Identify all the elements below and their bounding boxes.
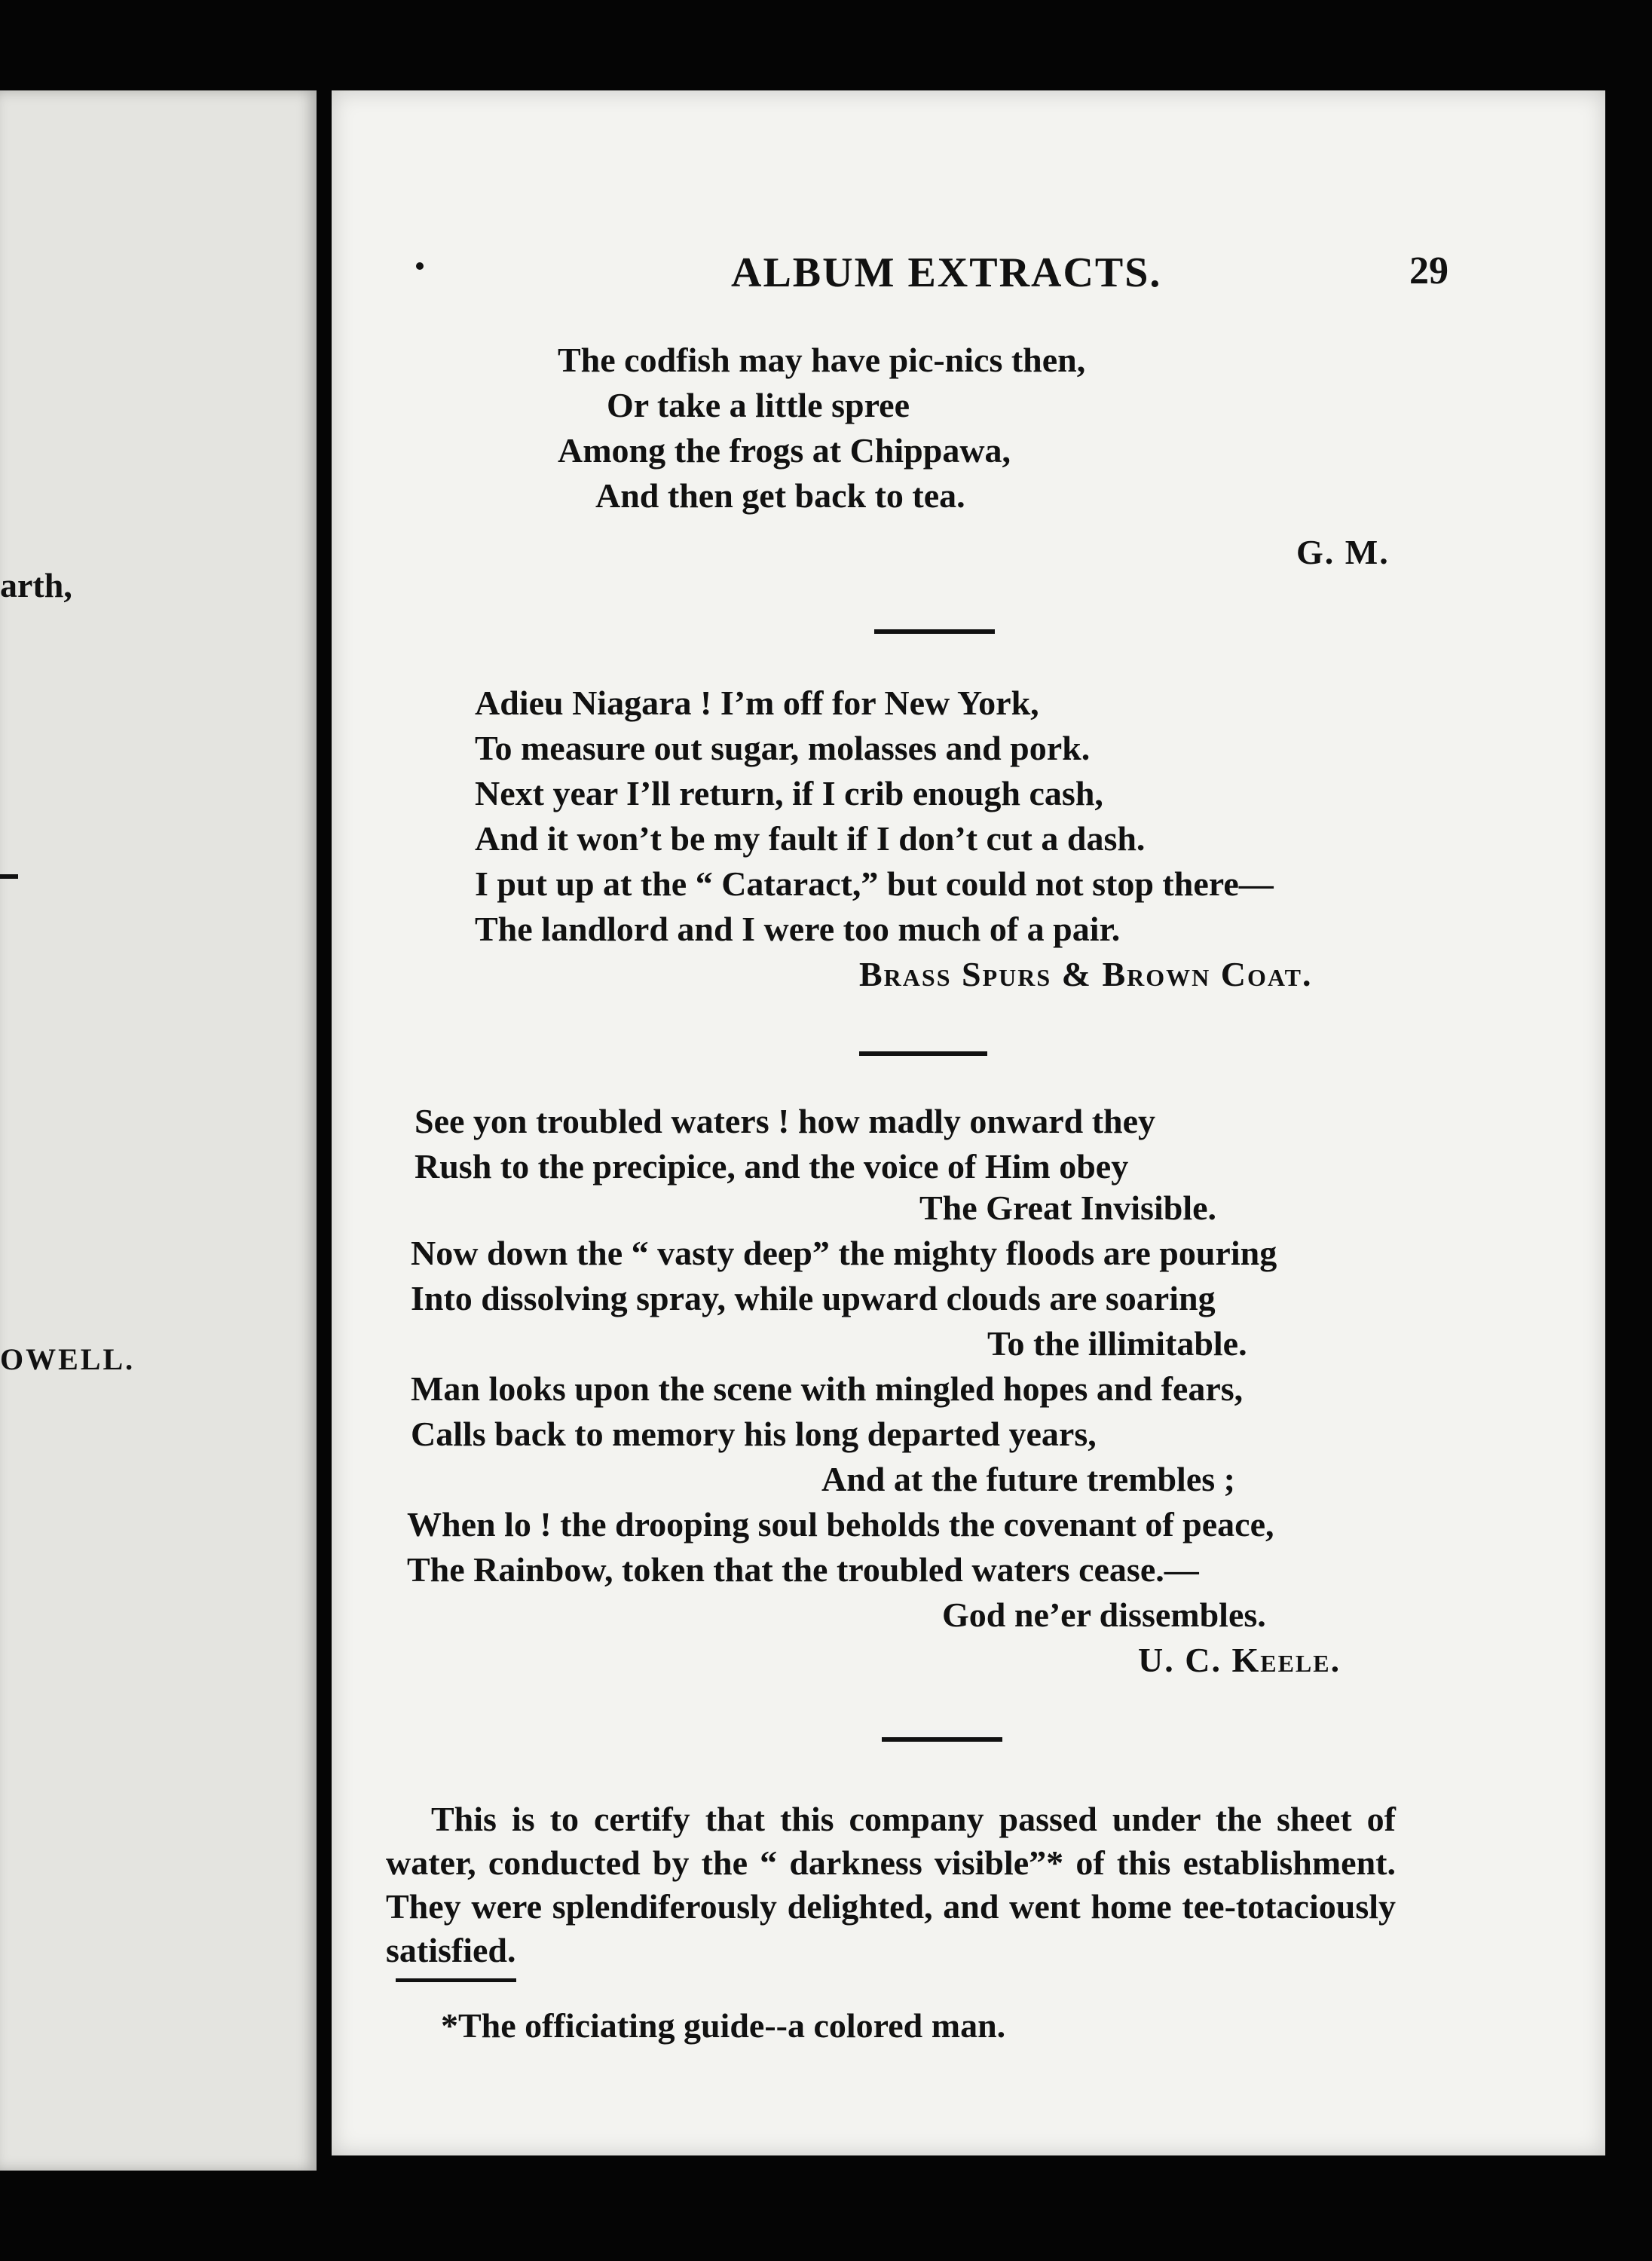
verse-line: Calls back to memory his long departed years, xyxy=(411,1415,1097,1453)
footnote: *The officiating guide--a colored man. xyxy=(441,2006,1006,2045)
book-page xyxy=(332,90,1605,2155)
left-page-fragment: OWELL. xyxy=(0,1342,136,1376)
verse-line: Next year I’ll return, if I crib enough cash, xyxy=(475,774,1103,812)
verse-line: Man looks upon the scene with mingled hopes and fears, xyxy=(411,1369,1244,1408)
poem-signature: U. C. Keele. xyxy=(1138,1641,1341,1679)
running-header xyxy=(332,249,1605,309)
verse-line: Into dissolving spray, while upward clouds are soaring xyxy=(411,1279,1216,1317)
verse-line: I put up at the “ Cataract,” but could not stop there— xyxy=(475,864,1274,903)
verse-line: See yon troubled waters ! how madly onward they xyxy=(415,1102,1156,1140)
verse-line: Or take a little spree xyxy=(607,386,910,424)
page-title: ALBUM EXTRACTS. xyxy=(731,249,1162,296)
verse-line: The Rainbow, token that the troubled waters cease.— xyxy=(407,1550,1199,1589)
verse-line: Adieu Niagara ! I’m off for New York, xyxy=(475,684,1039,722)
footnote-rule xyxy=(396,1978,516,1982)
verse-line: When lo ! the drooping soul beholds the covenant of peace, xyxy=(407,1505,1274,1544)
verse-line: The landlord and I were too much of a pair. xyxy=(475,910,1121,948)
section-divider xyxy=(859,1051,987,1056)
verse-line: Among the frogs at Chippawa, xyxy=(558,431,1011,470)
page-number: 29 xyxy=(1409,249,1449,292)
verse-line: Now down the “ vasty deep” the mighty floods are pouring xyxy=(411,1234,1277,1272)
poem-signature: Brass Spurs & Brown Coat. xyxy=(859,955,1313,993)
verse-line: The Great Invisible. xyxy=(919,1189,1217,1227)
section-divider xyxy=(882,1737,1002,1742)
left-page-fragment: arth, xyxy=(0,566,72,604)
verse-line: Rush to the precipice, and the voice of Him obey xyxy=(415,1147,1129,1186)
verse-line: To the illimitable. xyxy=(987,1324,1247,1363)
verse-line: The codfish may have pic-nics then, xyxy=(558,341,1086,379)
verse-line: To measure out sugar, molasses and pork. xyxy=(475,729,1091,767)
left-page xyxy=(0,90,317,2171)
poem-signature: G. M. xyxy=(1296,533,1390,571)
verse-line: And then get back to tea. xyxy=(595,476,965,515)
left-page-rule xyxy=(0,874,18,879)
section-divider xyxy=(874,629,995,634)
verse-line: God ne’er dissembles. xyxy=(942,1596,1266,1634)
certificate-paragraph: This is to certify that this company passed under the sheet of water, conducted by the “ darkness visible”* of this establishment. They were splendiferously delighted, and went home tee-totaciously satisfied. xyxy=(386,1800,1396,1969)
verse-line: And at the future trembles ; xyxy=(821,1460,1235,1498)
verse-line: And it won’t be my fault if I don’t cut a dash. xyxy=(475,819,1146,858)
